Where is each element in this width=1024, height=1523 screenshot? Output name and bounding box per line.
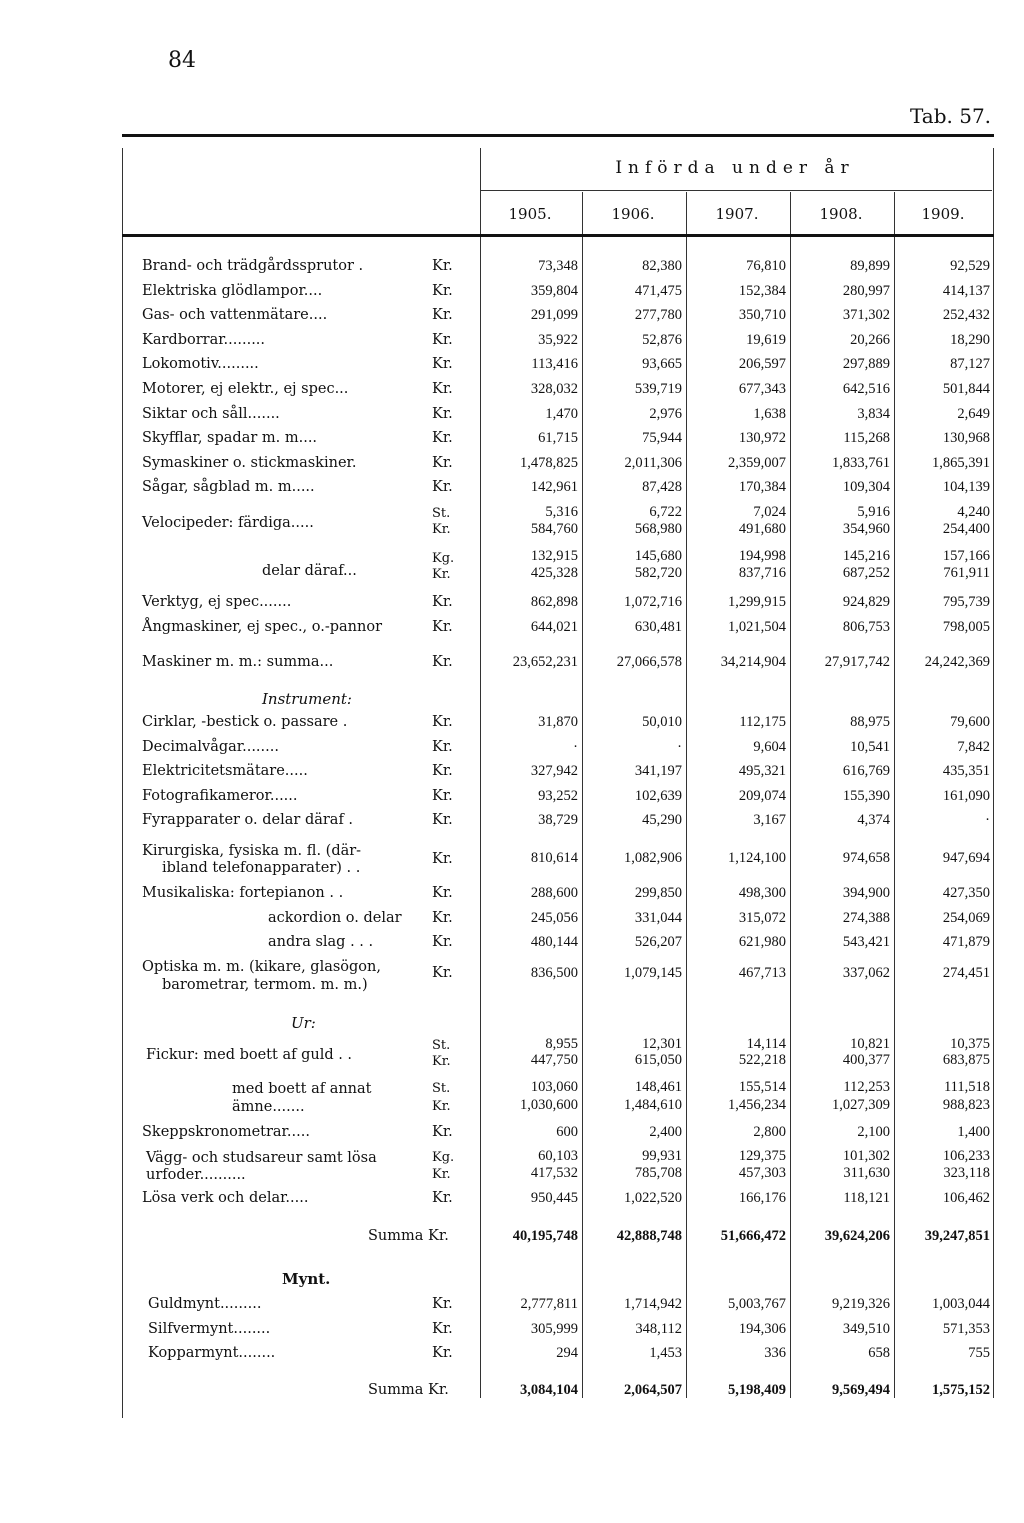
table-cell: 1,865,391 <box>932 454 990 471</box>
table-cell: 642,516 <box>842 381 890 397</box>
table-cell: 9,604 <box>753 738 786 755</box>
table-cell: 1,470 <box>545 405 578 422</box>
row-unit: Kr. <box>432 851 453 867</box>
table-cell: 112,253 <box>843 1079 890 1095</box>
table-cell: 495,321 <box>738 763 786 780</box>
table-cell: 23,652,231 <box>512 654 578 670</box>
table-cell: 145,216 <box>842 548 890 564</box>
table-cell: 277,780 <box>634 307 682 324</box>
row-unit: St. <box>432 1081 451 1096</box>
summa-label: Summa Kr. <box>368 1228 449 1244</box>
table-cell: 294 <box>556 1345 578 1362</box>
table-cell: 837,716 <box>738 565 786 581</box>
top-rule <box>122 134 994 137</box>
table-cell: 457,303 <box>738 1165 786 1181</box>
table-cell: 18,290 <box>950 331 990 348</box>
row-label: Decimalvågar........ <box>142 738 279 755</box>
table-cell: 323,118 <box>943 1165 990 1181</box>
table-cell: 974,658 <box>842 850 890 866</box>
table-cell: 1,030,600 <box>520 1097 578 1113</box>
row-label: Skyfflar, spadar m. m.... <box>142 430 318 447</box>
table-cell: 435,351 <box>942 763 990 780</box>
table-cell: 3,084,104 <box>520 1382 578 1398</box>
header-title: Införda under år <box>615 158 855 178</box>
row-label: Elektriska glödlampor.... <box>142 282 323 299</box>
column-divider <box>582 192 583 1398</box>
table-cell: 109,304 <box>842 479 890 496</box>
row-unit: Kr. <box>432 454 453 471</box>
table-cell: · <box>573 738 578 755</box>
table-cell: 571,353 <box>942 1320 990 1337</box>
row-label: Sågar, sågblad m. m..... <box>142 479 315 496</box>
row-unit: Kr. <box>432 1345 453 1362</box>
table-cell: 755 <box>968 1345 990 1362</box>
table-cell: 2,649 <box>957 405 990 422</box>
table-cell: 14,114 <box>746 1036 786 1052</box>
row-unit: Kr. <box>432 282 453 299</box>
row-label: Silfvermynt........ <box>148 1320 271 1337</box>
table-cell: 291,099 <box>530 307 578 324</box>
table-cell: 471,879 <box>942 934 990 951</box>
row-label: Maskiner m. m.: summa... <box>142 654 334 670</box>
table-cell: 115,268 <box>843 430 890 447</box>
row-label: andra slag . . . <box>268 934 374 951</box>
table-cell: 1,299,915 <box>728 594 786 610</box>
table-cell: 27,066,578 <box>616 654 682 670</box>
table-cell: 1,484,610 <box>624 1097 682 1113</box>
row-unit: Kr. <box>432 1124 453 1140</box>
table-cell: 89,899 <box>850 258 890 274</box>
table-cell: 836,500 <box>530 965 578 981</box>
table-cell: 52,876 <box>642 331 682 348</box>
table-cell: 254,069 <box>942 909 990 926</box>
table-cell: 61,715 <box>538 430 578 447</box>
row-label: Kirurgiska, fysiska m. fl. (där- <box>142 843 362 859</box>
year-1909: 1909. <box>921 205 965 223</box>
row-unit: Kr. <box>432 738 453 755</box>
table-cell: 336 <box>764 1345 786 1362</box>
table-cell: 106,462 <box>942 1190 990 1206</box>
table-cell: 5,316 <box>545 504 578 520</box>
table-cell: · <box>677 738 682 755</box>
table-cell: 427,350 <box>942 885 990 901</box>
table-cell: 155,390 <box>842 787 890 804</box>
table-cell: 350,710 <box>738 307 786 324</box>
table-cell: 51,666,472 <box>720 1228 786 1244</box>
table-cell: 331,044 <box>634 909 682 926</box>
table-cell: 6,722 <box>649 504 682 520</box>
row-unit: St. <box>432 1038 451 1053</box>
table-cell: 447,750 <box>530 1052 578 1068</box>
row-label: Velocipeder: färdiga..... <box>142 515 314 531</box>
table-cell: 82,380 <box>642 258 682 274</box>
row-unit: Kr. <box>432 479 453 496</box>
table-cell: 761,911 <box>943 565 990 581</box>
table-cell: 288,600 <box>530 885 578 901</box>
row-label: Kardborrar......... <box>142 331 266 348</box>
table-cell: 10,821 <box>850 1036 890 1052</box>
table-cell: 491,680 <box>738 521 786 537</box>
table-cell: 582,720 <box>634 565 682 581</box>
table-cell: 145,680 <box>634 548 682 564</box>
table-cell: 206,597 <box>738 356 786 373</box>
table-cell: 76,810 <box>746 258 786 274</box>
table-cell: 75,944 <box>642 430 682 447</box>
row-unit: Kr. <box>432 522 451 537</box>
table-cell: 658 <box>868 1345 890 1362</box>
table-cell: 8,955 <box>545 1036 578 1052</box>
table-cell: 394,900 <box>842 885 890 901</box>
table-cell: 113,416 <box>531 356 578 373</box>
table-cell: 7,842 <box>957 738 990 755</box>
table-cell: 27,917,742 <box>824 654 890 670</box>
table-cell: 683,875 <box>942 1052 990 1068</box>
table-cell: 106,233 <box>942 1148 990 1164</box>
table-cell: 42,888,748 <box>616 1228 682 1244</box>
table-cell: 615,050 <box>634 1052 682 1068</box>
table-cell: 38,729 <box>538 812 578 829</box>
table-cell: 93,252 <box>538 787 578 804</box>
row-label: delar däraf... <box>262 563 357 579</box>
table-cell: 2,100 <box>857 1124 890 1140</box>
row-label: Fickur: med boett af guld . . <box>146 1047 353 1063</box>
table-cell: 39,624,206 <box>824 1228 890 1244</box>
row-unit: Kr. <box>432 714 453 730</box>
row-label: ackordion o. delar <box>268 909 402 926</box>
header-rule <box>480 190 992 191</box>
table-cell: 209,074 <box>738 787 786 804</box>
row-label: ibland telefonapparater) . . <box>162 860 361 876</box>
row-unit: Kr. <box>432 258 453 274</box>
table-cell: 498,300 <box>738 885 786 901</box>
row-unit: Kr. <box>432 909 453 926</box>
table-cell: 297,889 <box>842 356 890 373</box>
table-cell: 348,112 <box>635 1320 682 1337</box>
table-cell: 677,343 <box>738 381 786 397</box>
table-cell: · <box>985 812 990 829</box>
table-cell: 988,823 <box>942 1097 990 1113</box>
row-label: Cirklar, -bestick o. passare . <box>142 714 348 730</box>
table-cell: 1,400 <box>957 1124 990 1140</box>
row-unit: Kr. <box>432 1320 453 1337</box>
row-unit: Kr. <box>432 331 453 348</box>
table-cell: 24,242,369 <box>924 654 990 670</box>
table-cell: 616,769 <box>842 763 890 780</box>
row-label: Siktar och såll....... <box>142 405 280 422</box>
row-unit: Kr. <box>432 934 453 951</box>
table-cell: 1,021,504 <box>728 618 786 635</box>
table-cell: 155,514 <box>738 1079 786 1095</box>
summa-label: Summa Kr. <box>368 1382 449 1398</box>
row-unit: Kr. <box>432 1167 451 1182</box>
table-cell: 9,219,326 <box>832 1296 890 1312</box>
table-cell: 3,834 <box>857 405 890 422</box>
year-1906: 1906. <box>611 205 655 223</box>
table-cell: 2,777,811 <box>520 1296 578 1312</box>
table-cell: 806,753 <box>842 618 890 635</box>
table-cell: 947,694 <box>942 850 990 866</box>
table-cell: 543,421 <box>842 934 890 951</box>
table-cell: 584,760 <box>530 521 578 537</box>
table-cell: 785,708 <box>634 1165 682 1181</box>
table-cell: 194,306 <box>738 1320 786 1337</box>
table-cell: 1,456,234 <box>728 1097 786 1113</box>
table-cell: 1,079,145 <box>624 965 682 981</box>
row-unit: Kr. <box>432 307 453 324</box>
table-cell: 425,328 <box>530 565 578 581</box>
row-label: Verktyg, ej spec....... <box>142 594 292 610</box>
column-divider <box>686 192 687 1398</box>
row-unit: Kr. <box>432 1099 451 1114</box>
table-cell: 1,124,100 <box>728 850 786 866</box>
table-cell: 129,375 <box>738 1148 786 1164</box>
table-cell: 950,445 <box>530 1190 578 1206</box>
table-cell: 3,167 <box>753 812 786 829</box>
table-cell: 568,980 <box>634 521 682 537</box>
table-cell: 2,976 <box>649 405 682 422</box>
table-cell: 118,121 <box>843 1190 890 1206</box>
table-cell: 4,240 <box>957 504 990 520</box>
table-cell: 10,541 <box>850 738 890 755</box>
row-unit: Kg. <box>432 551 455 566</box>
table-cell: 621,980 <box>738 934 786 951</box>
table-cell: 522,218 <box>738 1052 786 1068</box>
row-label: Kopparmynt........ <box>148 1345 276 1362</box>
row-label: Lösa verk och delar..... <box>142 1190 309 1206</box>
row-unit: Kr. <box>432 1054 451 1069</box>
row-label: Motorer, ej elektr., ej spec... <box>142 381 349 397</box>
column-divider <box>993 148 994 1398</box>
mynt-heading: Mynt. <box>282 1270 331 1288</box>
table-cell: 130,968 <box>942 430 990 447</box>
row-label: Fyrapparater o. delar däraf . <box>142 812 354 829</box>
table-cell: 194,998 <box>738 548 786 564</box>
table-cell: 31,870 <box>538 714 578 730</box>
table-cell: 1,072,716 <box>624 594 682 610</box>
table-cell: 299,850 <box>634 885 682 901</box>
table-cell: 630,481 <box>634 618 682 635</box>
row-unit: Kr. <box>432 1296 453 1312</box>
row-label: Musikaliska: fortepianon . . <box>142 885 344 901</box>
table-number: Tab. 57. <box>910 104 992 128</box>
table-cell: 2,011,306 <box>624 454 682 471</box>
table-cell: 1,638 <box>753 405 786 422</box>
table-cell: 4,374 <box>857 812 890 829</box>
year-1905: 1905. <box>508 205 552 223</box>
row-unit: St. <box>432 506 451 521</box>
row-unit: Kr. <box>432 965 453 981</box>
table-cell: 341,197 <box>634 763 682 780</box>
table-cell: 1,833,761 <box>832 454 890 471</box>
row-unit: Kr. <box>432 654 453 670</box>
table-cell: 1,453 <box>649 1345 682 1362</box>
row-unit: Kr. <box>432 1190 453 1206</box>
year-1908: 1908. <box>819 205 863 223</box>
table-cell: 39,247,851 <box>924 1228 990 1244</box>
page-number: 84 <box>168 48 196 73</box>
table-cell: 795,739 <box>942 594 990 610</box>
table-cell: 9,569,494 <box>832 1382 890 1398</box>
table-cell: 2,359,007 <box>728 454 786 471</box>
row-unit: Kr. <box>432 787 453 804</box>
ur-heading: Ur: <box>291 1014 316 1032</box>
table-cell: 467,713 <box>738 965 786 981</box>
table-cell: 2,400 <box>649 1124 682 1140</box>
table-cell: 471,475 <box>634 282 682 299</box>
row-unit: Kr. <box>432 381 453 397</box>
table-cell: 103,060 <box>530 1079 578 1095</box>
table-cell: 2,064,507 <box>624 1382 682 1398</box>
table-cell: 539,719 <box>634 381 682 397</box>
row-label: Vägg- och studsareur samt lösa <box>146 1150 377 1166</box>
table-cell: 245,056 <box>530 909 578 926</box>
row-unit: Kr. <box>432 567 451 582</box>
row-label: med boett af annat <box>232 1081 372 1097</box>
table-cell: 161,090 <box>942 787 990 804</box>
row-label: urfoder.......... <box>146 1167 246 1183</box>
table-cell: 315,072 <box>738 909 786 926</box>
row-label: Skeppskronometrar..... <box>142 1124 310 1140</box>
table-cell: 328,032 <box>530 381 578 397</box>
table-cell: 157,166 <box>942 548 990 564</box>
table-cell: 130,972 <box>738 430 786 447</box>
table-cell: 87,428 <box>642 479 682 496</box>
row-unit: Kr. <box>432 763 453 780</box>
table-cell: 12,301 <box>642 1036 682 1052</box>
table-cell: 274,388 <box>842 909 890 926</box>
row-unit: Kr. <box>432 594 453 610</box>
table-cell: 92,529 <box>950 258 990 274</box>
column-divider <box>480 148 481 1398</box>
table-cell: 5,198,409 <box>728 1382 786 1398</box>
table-cell: 414,137 <box>942 282 990 299</box>
table-cell: 371,302 <box>842 307 890 324</box>
row-label: Fotografikameror...... <box>142 787 298 804</box>
table-cell: 87,127 <box>950 356 990 373</box>
table-cell: 34,214,904 <box>720 654 786 670</box>
table-cell: 798,005 <box>942 618 990 635</box>
table-cell: 354,960 <box>842 521 890 537</box>
table-cell: 687,252 <box>842 565 890 581</box>
table-cell: 337,062 <box>842 965 890 981</box>
row-label: Symaskiner o. stickmaskiner. <box>142 454 357 471</box>
table-cell: 73,348 <box>538 258 578 274</box>
table-cell: 810,614 <box>530 850 578 866</box>
table-cell: 1,478,825 <box>520 454 578 471</box>
table-cell: 274,451 <box>942 965 990 981</box>
table-cell: 600 <box>556 1124 578 1140</box>
row-unit: Kr. <box>432 405 453 422</box>
table-cell: 112,175 <box>739 714 786 730</box>
table-cell: 99,931 <box>642 1148 682 1164</box>
row-unit: Kr. <box>432 885 453 901</box>
table-cell: 359,804 <box>530 282 578 299</box>
table-cell: 166,176 <box>738 1190 786 1206</box>
year-1907: 1907. <box>715 205 759 223</box>
header-bottom-rule <box>122 234 994 237</box>
table-cell: 862,898 <box>530 594 578 610</box>
row-unit: Kr. <box>432 618 453 635</box>
table-cell: 148,461 <box>634 1079 682 1095</box>
row-label: Gas- och vattenmätare.... <box>142 307 328 324</box>
table-cell: 254,400 <box>942 521 990 537</box>
table-cell: 102,639 <box>634 787 682 804</box>
row-unit: Kg. <box>432 1150 455 1165</box>
table-cell: 526,207 <box>634 934 682 951</box>
table-cell: 349,510 <box>842 1320 890 1337</box>
row-unit: Kr. <box>432 356 453 373</box>
table-cell: 19,619 <box>746 331 786 348</box>
row-label: barometrar, termom. m. m.) <box>162 977 368 993</box>
table-cell: 40,195,748 <box>512 1228 578 1244</box>
table-cell: 501,844 <box>942 381 990 397</box>
row-label: Elektricitetsmätare..... <box>142 763 308 780</box>
table-cell: 252,432 <box>942 307 990 324</box>
table-cell: 132,915 <box>530 548 578 564</box>
table-cell: 417,532 <box>530 1165 578 1181</box>
table-cell: 1,003,044 <box>932 1296 990 1312</box>
table-cell: 88,975 <box>850 714 890 730</box>
table-cell: 111,518 <box>943 1079 990 1095</box>
column-divider <box>790 192 791 1398</box>
table-cell: 142,961 <box>530 479 578 496</box>
table-cell: 5,003,767 <box>728 1296 786 1312</box>
table-cell: 305,999 <box>530 1320 578 1337</box>
table-cell: 79,600 <box>950 714 990 730</box>
table-cell: 924,829 <box>842 594 890 610</box>
table-cell: 1,714,942 <box>624 1296 682 1312</box>
row-label: Lokomotiv......... <box>142 356 259 373</box>
row-label: ämne....... <box>232 1099 305 1115</box>
table-cell: 1,082,906 <box>624 850 682 866</box>
table-cell: 20,266 <box>850 331 890 348</box>
column-divider <box>122 148 123 1418</box>
table-cell: 104,139 <box>942 479 990 496</box>
table-cell: 152,384 <box>738 282 786 299</box>
table-cell: 10,375 <box>950 1036 990 1052</box>
table-cell: 280,997 <box>842 282 890 299</box>
table-cell: 327,942 <box>530 763 578 780</box>
row-label: Brand- och trädgårdssprutor . <box>142 258 364 274</box>
table-cell: 1,575,152 <box>932 1382 990 1398</box>
table-cell: 480,144 <box>530 934 578 951</box>
table-cell: 400,377 <box>842 1052 890 1068</box>
row-unit: Kr. <box>432 812 453 829</box>
row-label: Ångmaskiner, ej spec., o.-pannor <box>142 618 383 635</box>
row-label: Guldmynt......... <box>148 1296 262 1312</box>
table-cell: 170,384 <box>738 479 786 496</box>
table-cell: 45,290 <box>642 812 682 829</box>
table-cell: 101,302 <box>842 1148 890 1164</box>
row-label: Optiska m. m. (kikare, glasögon, <box>142 959 381 975</box>
table-cell: 5,916 <box>857 504 890 520</box>
row-unit: Kr. <box>432 430 453 447</box>
table-cell: 50,010 <box>642 714 682 730</box>
table-cell: 93,665 <box>642 356 682 373</box>
table-cell: 311,630 <box>843 1165 890 1181</box>
table-cell: 2,800 <box>753 1124 786 1140</box>
table-cell: 644,021 <box>530 618 578 635</box>
table-cell: 1,022,520 <box>624 1190 682 1206</box>
table-cell: 1,027,309 <box>832 1097 890 1113</box>
instrument-heading: Instrument: <box>262 690 352 708</box>
table-cell: 60,103 <box>538 1148 578 1164</box>
table-cell: 7,024 <box>753 504 786 520</box>
table-cell: 35,922 <box>538 331 578 348</box>
